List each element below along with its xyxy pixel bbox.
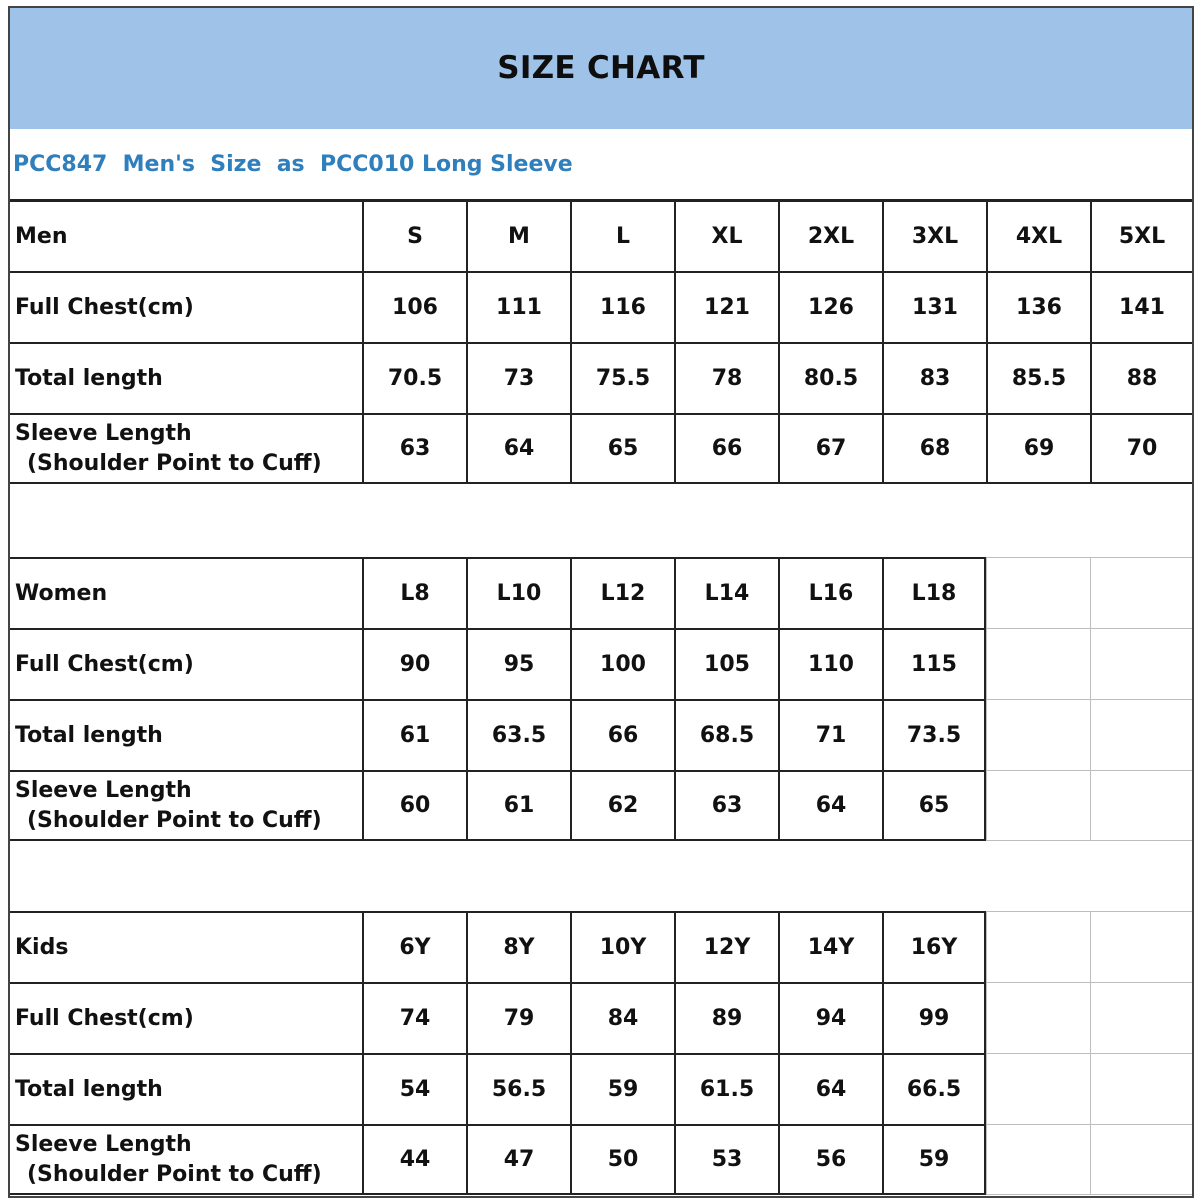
men-measurement-cell: 88 <box>1090 342 1194 413</box>
kids-measurement-cell: 66.5 <box>882 1053 986 1124</box>
row-label-text: Women <box>15 580 108 606</box>
row-label-subtext: (Shoulder Point to Cuff) <box>27 807 322 833</box>
women-row-label <box>8 628 362 699</box>
kids-size-table <box>8 911 1194 1195</box>
page-title: SIZE CHART <box>497 49 705 86</box>
row-label-text: Sleeve Length <box>15 1131 192 1157</box>
kids-size-header-cell: 10Y <box>570 911 674 982</box>
men-measurement-cell: 73 <box>466 342 570 413</box>
kids-size-header-cell: 8Y <box>466 911 570 982</box>
women-measurement-cell: 63.5 <box>466 699 570 770</box>
row-label-subtext: (Shoulder Point to Cuff) <box>27 1161 322 1187</box>
men-measurement-cell: 75.5 <box>570 342 674 413</box>
men-measurement-cell: 65 <box>570 413 674 484</box>
size-chart-header <box>8 6 1194 129</box>
kids-row-label <box>8 982 362 1053</box>
kids-measurement-cell: 56 <box>778 1124 882 1195</box>
men-row-label <box>8 413 362 484</box>
kids-size-header-cell: 16Y <box>882 911 986 982</box>
women-measurement-cell: 62 <box>570 770 674 841</box>
men-measurement-cell: 63 <box>362 413 466 484</box>
row-label-text: Kids <box>15 934 69 960</box>
empty-cell <box>986 911 1090 982</box>
row-label-text: Sleeve Length <box>15 420 192 446</box>
kids-measurement-cell: 59 <box>570 1053 674 1124</box>
men-size-header-cell: 3XL <box>882 200 986 271</box>
empty-cell <box>986 628 1090 699</box>
kids-measurement-cell: 50 <box>570 1124 674 1195</box>
kids-measurement-cell: 47 <box>466 1124 570 1195</box>
men-measurement-cell: 83 <box>882 342 986 413</box>
empty-cell <box>986 1053 1090 1124</box>
kids-measurement-cell: 53 <box>674 1124 778 1195</box>
men-size-header-cell: M <box>466 200 570 271</box>
empty-cell <box>1090 911 1194 982</box>
empty-cell <box>1090 1124 1194 1195</box>
kids-size-header-cell: 14Y <box>778 911 882 982</box>
empty-cell <box>986 699 1090 770</box>
row-label-text: Sleeve Length <box>15 777 192 803</box>
men-measurement-cell: 68 <box>882 413 986 484</box>
women-measurement-cell: 110 <box>778 628 882 699</box>
men-row-label <box>8 342 362 413</box>
men-measurement-cell: 126 <box>778 271 882 342</box>
women-size-header-cell: L16 <box>778 557 882 628</box>
row-label-subtext: (Shoulder Point to Cuff) <box>27 450 322 476</box>
men-measurement-cell: 121 <box>674 271 778 342</box>
men-measurement-cell: 78 <box>674 342 778 413</box>
men-size-header-cell: 5XL <box>1090 200 1194 271</box>
kids-measurement-cell: 99 <box>882 982 986 1053</box>
kids-measurement-cell: 44 <box>362 1124 466 1195</box>
women-measurement-cell: 65 <box>882 770 986 841</box>
women-measurement-cell: 73.5 <box>882 699 986 770</box>
women-measurement-cell: 68.5 <box>674 699 778 770</box>
men-measurement-cell: 70 <box>1090 413 1194 484</box>
empty-cell <box>986 982 1090 1053</box>
women-measurement-cell: 90 <box>362 628 466 699</box>
empty-cell <box>1090 982 1194 1053</box>
empty-cell <box>1090 770 1194 841</box>
men-measurement-cell: 67 <box>778 413 882 484</box>
women-size-header-cell: L18 <box>882 557 986 628</box>
women-row-label <box>8 699 362 770</box>
empty-cell <box>986 557 1090 628</box>
men-size-header-cell: XL <box>674 200 778 271</box>
kids-row-label <box>8 1053 362 1124</box>
row-label-text: Full Chest(cm) <box>15 1005 194 1031</box>
kids-measurement-cell: 54 <box>362 1053 466 1124</box>
women-size-header-cell: L14 <box>674 557 778 628</box>
empty-cell <box>1090 628 1194 699</box>
men-measurement-cell: 69 <box>986 413 1090 484</box>
men-measurement-cell: 141 <box>1090 271 1194 342</box>
women-row-label <box>8 557 362 628</box>
men-row-label <box>8 271 362 342</box>
kids-measurement-cell: 89 <box>674 982 778 1053</box>
kids-row-label <box>8 1124 362 1195</box>
kids-measurement-cell: 74 <box>362 982 466 1053</box>
row-label-text: Full Chest(cm) <box>15 651 194 677</box>
women-measurement-cell: 115 <box>882 628 986 699</box>
row-label-text: Total length <box>15 1076 163 1102</box>
kids-measurement-cell: 84 <box>570 982 674 1053</box>
women-measurement-cell: 66 <box>570 699 674 770</box>
kids-measurement-cell: 59 <box>882 1124 986 1195</box>
women-measurement-cell: 95 <box>466 628 570 699</box>
men-size-header-cell: 4XL <box>986 200 1090 271</box>
kids-measurement-cell: 56.5 <box>466 1053 570 1124</box>
kids-size-header-cell: 6Y <box>362 911 466 982</box>
women-measurement-cell: 64 <box>778 770 882 841</box>
kids-measurement-cell: 64 <box>778 1053 882 1124</box>
women-size-header-cell: L8 <box>362 557 466 628</box>
row-label-text: Full Chest(cm) <box>15 294 194 320</box>
kids-measurement-cell: 79 <box>466 982 570 1053</box>
women-measurement-cell: 61 <box>362 699 466 770</box>
men-measurement-cell: 131 <box>882 271 986 342</box>
women-measurement-cell: 71 <box>778 699 882 770</box>
men-size-table <box>8 200 1194 484</box>
product-subtitle: PCC847 Men's Size as PCC010 Long Sleeve <box>13 152 573 177</box>
row-label-text: Total length <box>15 365 163 391</box>
men-size-header-cell: L <box>570 200 674 271</box>
women-row-label <box>8 770 362 841</box>
men-measurement-cell: 80.5 <box>778 342 882 413</box>
men-measurement-cell: 136 <box>986 271 1090 342</box>
empty-cell <box>986 1124 1090 1195</box>
men-measurement-cell: 111 <box>466 271 570 342</box>
women-measurement-cell: 63 <box>674 770 778 841</box>
women-size-table <box>8 557 1194 841</box>
empty-cell <box>986 770 1090 841</box>
row-label-text: Men <box>15 223 68 249</box>
kids-measurement-cell: 61.5 <box>674 1053 778 1124</box>
empty-cell <box>1090 1053 1194 1124</box>
men-measurement-cell: 106 <box>362 271 466 342</box>
women-measurement-cell: 61 <box>466 770 570 841</box>
men-measurement-cell: 116 <box>570 271 674 342</box>
empty-cell <box>1090 557 1194 628</box>
men-measurement-cell: 66 <box>674 413 778 484</box>
row-label-text: Total length <box>15 722 163 748</box>
women-size-header-cell: L12 <box>570 557 674 628</box>
empty-cell <box>1090 699 1194 770</box>
kids-row-label <box>8 911 362 982</box>
kids-measurement-cell: 94 <box>778 982 882 1053</box>
women-measurement-cell: 60 <box>362 770 466 841</box>
kids-size-header-cell: 12Y <box>674 911 778 982</box>
men-size-header-cell: S <box>362 200 466 271</box>
men-size-header-cell: 2XL <box>778 200 882 271</box>
women-measurement-cell: 100 <box>570 628 674 699</box>
women-size-header-cell: L10 <box>466 557 570 628</box>
men-measurement-cell: 70.5 <box>362 342 466 413</box>
men-measurement-cell: 64 <box>466 413 570 484</box>
women-measurement-cell: 105 <box>674 628 778 699</box>
men-row-label <box>8 200 362 271</box>
men-measurement-cell: 85.5 <box>986 342 1090 413</box>
